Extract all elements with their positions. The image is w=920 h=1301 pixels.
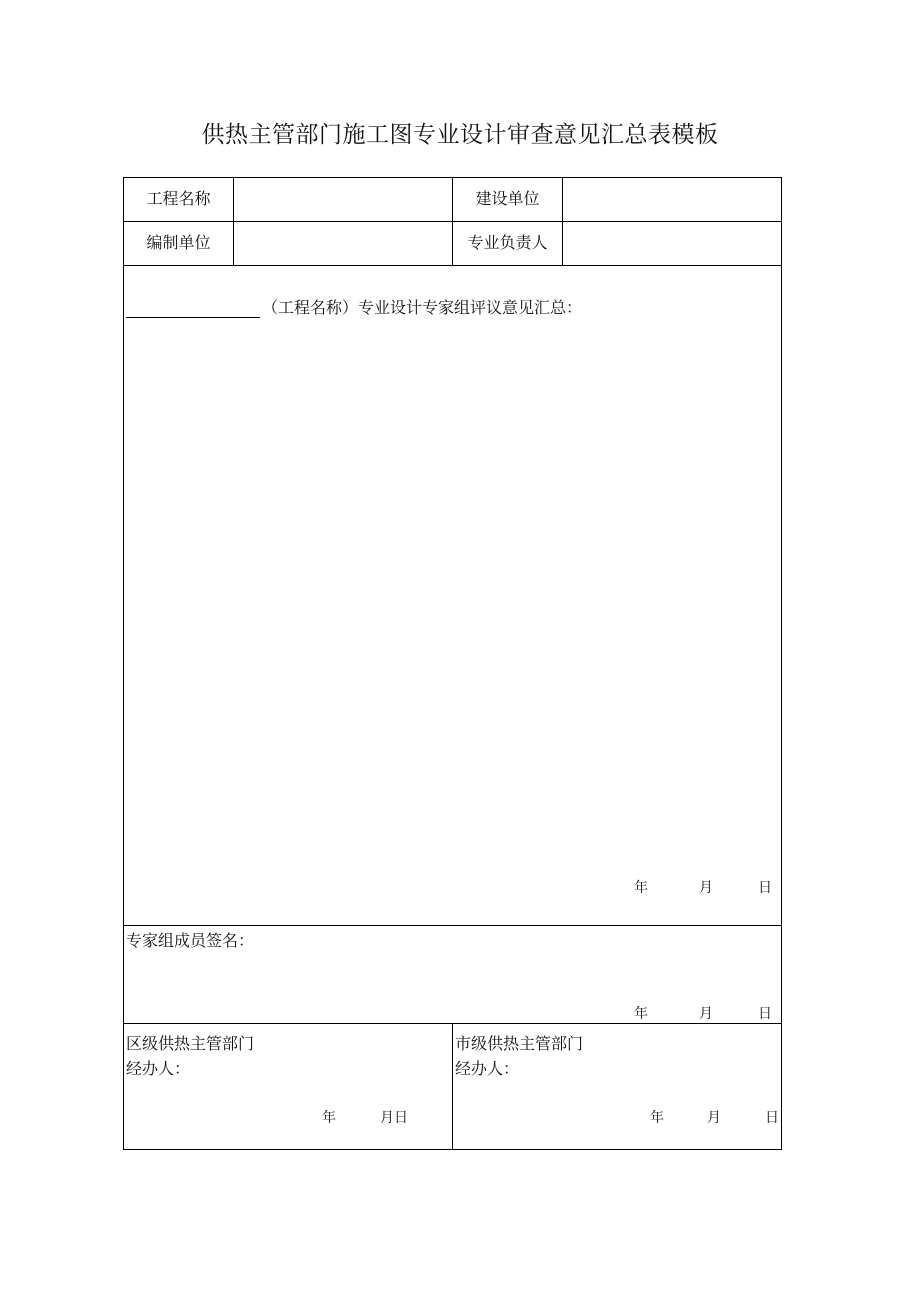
compiler-field[interactable] — [234, 222, 452, 265]
summary-heading-text: （工程名称）专业设计专家组评议意见汇总： — [262, 298, 583, 317]
review-form-table — [123, 177, 782, 1150]
expert-date-year: 年 — [634, 1006, 648, 1022]
district-handler-label: 经办人： — [126, 1059, 191, 1078]
builder-field[interactable] — [563, 178, 781, 221]
expert-date-month: 月 — [699, 1006, 713, 1022]
project-name-field[interactable] — [234, 178, 452, 221]
district-dept-label: 区级供热主管部门 — [126, 1034, 255, 1053]
person-in-charge-label: 专业负责人 — [467, 233, 548, 252]
builder-label: 建设单位 — [475, 189, 540, 208]
column-divider — [452, 1023, 453, 1150]
person-in-charge-field[interactable] — [563, 222, 781, 265]
project-name-blank[interactable] — [126, 299, 260, 318]
city-date-month: 月 — [707, 1110, 721, 1126]
expert-signature-label: 专家组成员签名： — [126, 931, 255, 950]
compiler-label: 编制单位 — [146, 233, 211, 252]
page-title: 供热主管部门施工图专业设计审查意见汇总表模板 — [201, 122, 719, 148]
summary-date-year: 年 — [634, 880, 648, 896]
row-divider — [123, 265, 782, 266]
summary-date-day: 日 — [758, 880, 772, 896]
city-handler-label: 经办人： — [455, 1059, 520, 1078]
city-date-day: 日 — [765, 1110, 779, 1126]
project-name-label: 工程名称 — [146, 189, 211, 208]
city-dept-label: 市级供热主管部门 — [455, 1034, 584, 1053]
city-date-year: 年 — [650, 1110, 664, 1126]
expert-date-day: 日 — [758, 1006, 772, 1022]
summary-date-month: 月 — [699, 880, 713, 896]
district-date-year: 年 — [322, 1110, 336, 1126]
summary-heading — [126, 298, 582, 318]
row-divider — [123, 925, 782, 926]
district-date-month-day: 月日 — [380, 1110, 408, 1126]
